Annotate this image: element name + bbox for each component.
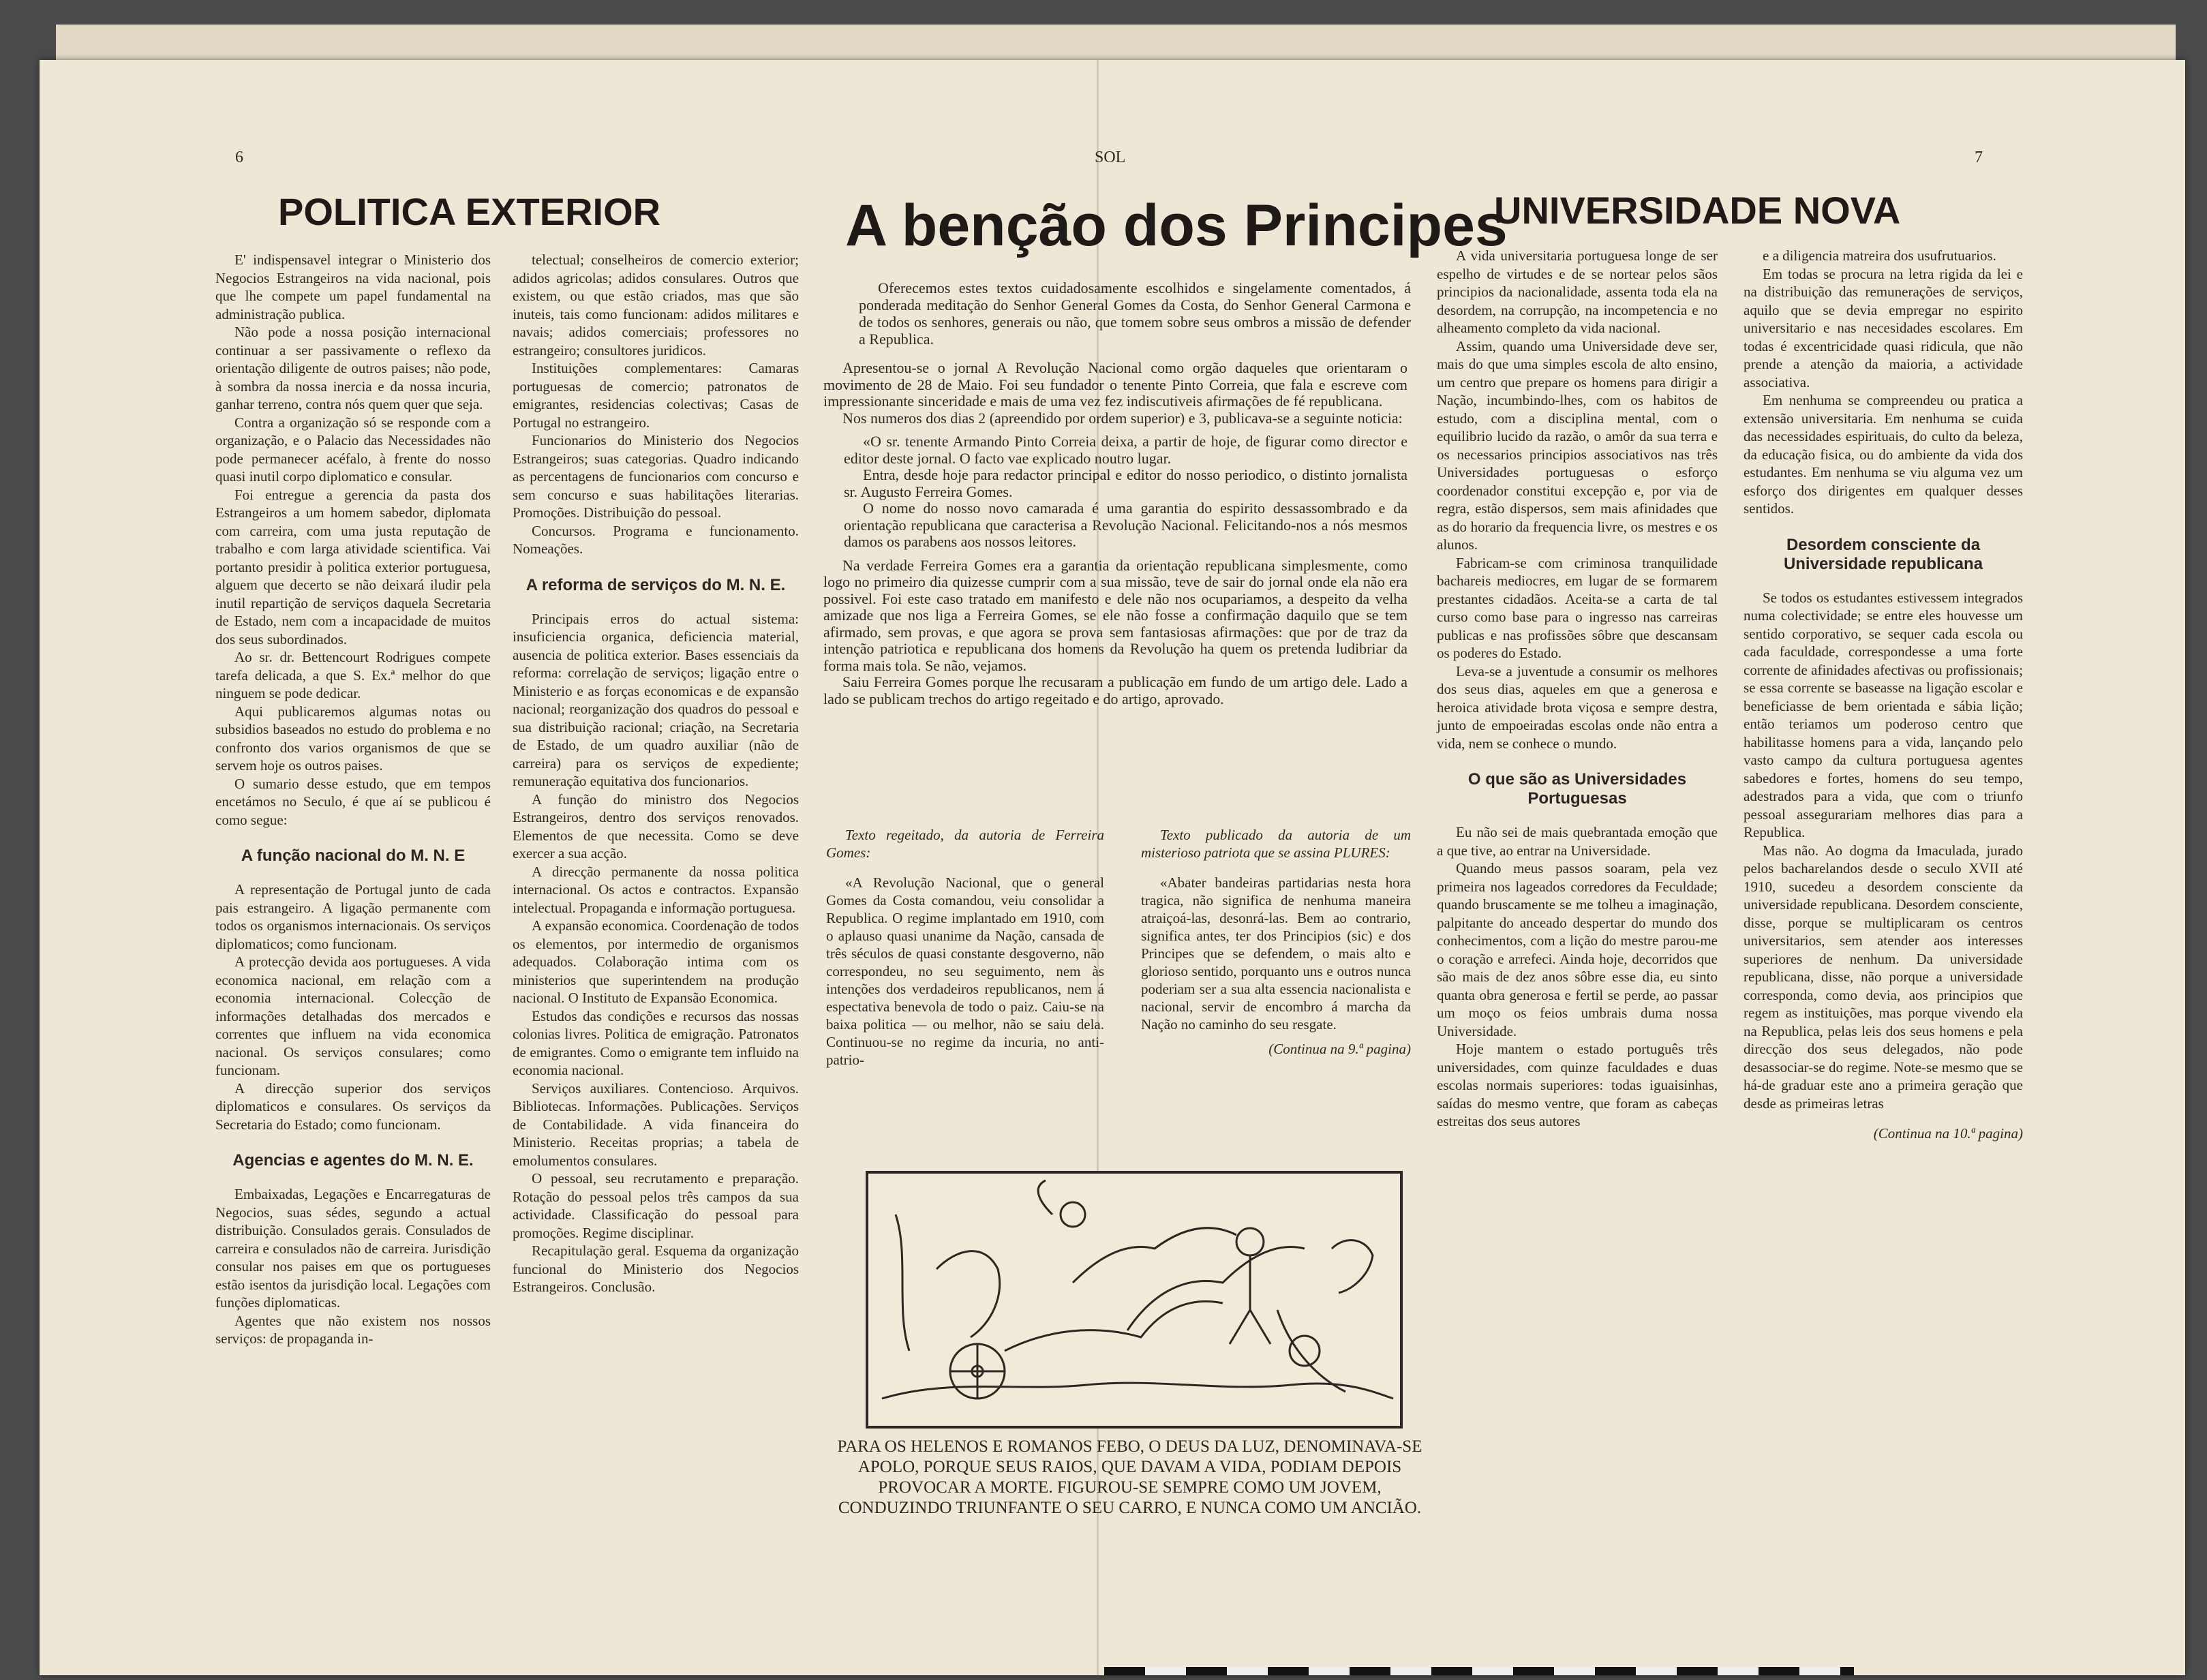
quote-paragraph: Entra, desde hoje para redactor principal e editor do nosso periodico, o distinto jornalista sr. Augusto Ferreira Gomes. <box>844 466 1407 500</box>
headline-bencao-dos-principes: A benção dos Principes <box>845 193 1508 258</box>
column-heading: Texto regeitado, da autoria de Ferreira Gomes: <box>826 827 1104 861</box>
paragraph: «Abater bandeiras partidarias nesta hora tragica, não significa de nenhuma maneira atraiçoá-las, desonrá-las. Bem ao contrario, significa antes, ter dos Principios (sic) e dos Principes que se defendem, o mais alto e glorioso sentido, porquanto uns e outros nunca poderiam ser a sua alta essencia nacionalista e nacional, servir de encombro á marcha da Nação no caminho do seu resgate. <box>1141 874 1411 1033</box>
paragraph: Não pode a nossa posição internacional continuar a ser passivamente o reflexo da orientação diligente de outros paises; não pode, à sombra da nossa inercia e da nossa incuria, ganhar terreno, contra nós quem quer que seja. <box>215 324 491 412</box>
paragraph: Eu não sei de mais quebrantada emoção que a que tive, ao entrar na Universidade. <box>1437 824 1718 859</box>
published-text-column <box>1141 826 1411 1058</box>
paragraph: A vida universitaria portuguesa longe de ser espelho de virtudes e de se nortear pelos sãos principios da nacionalidade, assenta toda ela na desordem, na corrupção, na incompetencia e no alheamento completo da vida nacional. <box>1437 247 1718 336</box>
continuation-note: (Continua na 10.ª pagina) <box>1873 1125 2023 1142</box>
apollo-chariot-engraving <box>866 1171 1403 1429</box>
engraving-illustration <box>868 1174 1400 1426</box>
center-article-body <box>823 360 1407 707</box>
center-intro <box>859 279 1411 348</box>
paragraph: Recapitulação geral. Esquema da organização funcional do Ministerio dos Negocios Estrangeiros. Conclusão. <box>513 1242 799 1295</box>
image-caption: PARA OS HELENOS E ROMANOS FEBO, O DEUS DA LUZ, DENOMINAVA-SE APOLO, PORQUE SEUS RAIOS, QUE DAVAM A VIDA, PODIAM DEPOIS PROVOCAR A MORTE. FIGUROU-SE SEMPRE COMO UM JOVEM, CONDUZINDO TRIUNFANTE O SEU CARRO, E NUNCA COMO UM ANCIÃO. <box>837 1437 1422 1517</box>
paragraph: Fabricam-se com criminosa tranquilidade bachareis mediocres, em lugar de se formarem prestantes cidadãos. Aceita-se a carta de tal curso como base para o ingresso nas carreiras publicas e nas profissões sôbre que descansam os poderes do Estado. <box>1437 554 1718 661</box>
paragraph: Saiu Ferreira Gomes porque lhe recusaram a publicação em fundo de um artigo dele. Lado a lado se publicam trechos do artigo regeitado e do artigo, aprovado. <box>823 673 1407 707</box>
paragraph: O pessoal, seu recrutamento e preparação. Rotação do pessoal pelos três campos da sua actividade. Classificação do pessoal para promoções. Regime disciplinar. <box>513 1170 799 1241</box>
paragraph: e a diligencia matreira dos usufrutuarios. <box>1763 247 1996 264</box>
paragraph: Instituições complementares: Camaras portuguesas de comercio; patronatos de emigrantes, residencias colectivas; Casas de Portugal no estrangeiro. <box>513 360 799 431</box>
quote-paragraph: O nome do nosso novo camarada é uma garantia do espirito dessassombrado e da orientação republicana que caracterisa a Revolução Nacional. Felicitando-nos a nós mesmos damos os parabens aos nossos leitores. <box>844 500 1407 550</box>
paragraph: Agentes que não existem nos nossos serviços: de propaganda in- <box>215 1312 491 1347</box>
paragraph: O sumario desse estudo, que em tempos encetámos no Seculo, é que aí se publicou é como segue: <box>215 775 491 828</box>
paragraph: Nos numeros dos dias 2 (apreendido por ordem superior) e 3, publicava-se a seguinte noticia: <box>842 409 1403 427</box>
article-column-right-1 <box>1437 247 1718 1131</box>
paragraph: Ao sr. dr. Bettencourt Rodrigues compete tarefa delicada, a que S. Ex.ª melhor do que ninguem se pode dedicar. <box>215 649 491 701</box>
paragraph: Serviços auxiliares. Contencioso. Arquivos. Bibliotecas. Informações. Publicações. Serviços de Contabilidade. A vida financeira do Ministerio. Receitas proprias; a tabela de emolumentos consulares. <box>513 1080 799 1169</box>
paragraph: «A Revolução Nacional, que o general Gomes da Costa comandou, veiu consolidar a Republica. O regime implantado em 1910, com o aplauso quasi unanime da Nação, cansada de três séculos de quasi constante desgoverno, não correspondeu, no seu seguimento, nem às intenções dos verdadeiros republicanos, nem á espectativa benevola de todo o paiz. Caiu-se na baixa politica — ou melhor, não se saiu dela. Continuou-se no regime da incuria, no anti-patrio- <box>826 874 1104 1068</box>
paragraph: Leva-se a juventude a consumir os melhores dos seus dias, aqueles em que a generosa e heroica atividade brota viçosa e sempre destra, junto de empoeiradas escolas onde não entra a vida, nem se conhece o mundo. <box>1437 662 1718 752</box>
article-column-left-1 <box>215 251 491 1348</box>
paragraph: Principais erros do actual sistema: insuficiencia organica, deficiencia material, ausencia de politica exterior. Bases essenciais da reforma: correlação de serviços; ligação entre o Ministerio e as forças economicas e de expansão nacional; reorganização dos quadros do pessoal e sua distribuição racional; criação, na Secretaria de Estado, de um quadro auxiliar (não de carreira) para os serviços de expediente; remuneração equitativa dos funcionarios. <box>513 610 799 789</box>
paragraph: A representação de Portugal junto de cada pais estrangeiro. A ligação permanente com todos os organismos internacionais. Os serviços diplomaticos; como funcionam. <box>215 881 491 952</box>
paragraph: Aqui publicaremos algumas notas ou subsidios baseados no estudo do problema e no confronto dos varios organismos de que se servem hoje os outros paises. <box>215 703 491 774</box>
paragraph: Quando meus passos soaram, pela vez primeira nos lageados corredores da Feculdade; quando bruscamente se me tolheu a imaginação, palpitante do anceado despertar do mundo dos conhecimentos, com a lição do mestre parou-me o coração e arrefeci. Ainda hoje, decorridos que são mais de dez anos sôbre esse dia, eu sinto quanta obra generosa e fertil se perde, ao passar um moço os feios umbrais duma nossa Universidade. <box>1437 860 1718 1039</box>
subheading: O que são as Universidades Portuguesas <box>1467 770 1687 808</box>
page-number-left: 6 <box>235 149 243 166</box>
paragraph: telectual; conselheiros de comercio exterior; adidos agricolas; adidos consulares. Outros que existem, ou que estão criados, mas que são inuteis, tais como funcionam: adidos militares e navais; adidos comerciais; professores no estrangeiro; consultores juridicos. <box>513 251 799 358</box>
paragraph: E' indispensavel integrar o Ministerio dos Negocios Estrangeiros na vida nacional, pois que lhe compete um papel fundamental na administração publica. <box>215 251 491 322</box>
quoted-notice <box>823 433 1407 551</box>
paragraph: Em todas se procura na letra rigida da lei e na distribuição das remunerações de serviços, aquilo que se devia empregar no espirito universitario e nas necesidades escolares. Em todas é excentricidade quasi ridicula, que não prende a atenção da maioria, a actividade associativa. <box>1744 265 2023 391</box>
intro-paragraph: Oferecemos estes textos cuidadosamente escolhidos e singelamente comentados, á ponderada meditação do Senhor General Gomes da Costa, do Senhor General Carmona e de todos os senhores, generais ou não, que tomem sobre seus ombros a missão de defender a Republica. <box>859 279 1411 348</box>
article-column-left-2 <box>513 251 799 1296</box>
paragraph: Embaixadas, Legações e Encarregaturas de Negocios, suas sédes, segundo a actual distribuição. Consulados gerais. Consulados de carreira e consulados não de carreira. Jurisdição consular nos paises em que os portugueses estão isentos da jurisdição local. Legações com funções diplomaticas. <box>215 1186 491 1311</box>
paragraph: Em nenhuma se compreendeu ou pratica a extensão universitaria. Em nenhuma se cuida das necessidades espirituais, do culto da beleza, da educação fisica, ou do ambiente da vida dos estudantes. Em nenhuma se viu alguma vez um esforço dos dirigentes em qualquer desses sentidos. <box>1744 392 2023 517</box>
article-column-right-2 <box>1744 247 2023 1143</box>
paragraph: Assim, quando uma Universidade deve ser, mais do que uma simples escola de alto ensino, um centro que prepare os homens para dirigir a Nação, incumbindo-lhes, com os habitos de estudo, com a disciplina mental, com o equilibrio lucido da razão, o amôr da sua terra e os necessarios principios associativos nas três Universidades portuguesas o esforço coordenador constitui excepção e, por via de regra, estão dispersos, sem mais afinidades que as do horario da frequencia livre, os mestres e os alunos. <box>1437 337 1718 553</box>
paragraph: Foi entregue a gerencia da pasta dos Estrangeiros a um homem sabedor, diplomata com carreira, com uma justa reputação de trabalho e com larga atividade scientifica. Vai portanto presidir à politica exterior portuguesa, alguem que decerto se não deixará iludir pela inutil repartição de serviços daquela Secretaria de Estado, nem com a incapacidade de muitos dos seus subordinados. <box>215 486 491 647</box>
paragraph: Na verdade Ferreira Gomes era a garantia da orientação republicana simplesmente, como logo no primeiro dia quizesse cumprir com a sua missão, teve de sair do jornal onde ela não era possivel. Foi este caso tratado em manifesto e dele não nos ocupariamos, a despeito da velha amizade que nos liga a Ferreira Gomes, se ele não fosse a confirmação daquilo que se tem afirmado, sem provas, e que agora se prova sem fantasiosas afirmações: que por de traz da intenção patriotica e republicana dos homens da Revolução ha quem os pretenda ludibriar da forma mais tola. Se não, vejamos. <box>823 556 1407 674</box>
paragraph: Hoje mantem o estado português três universidades, com quinze faculdades e duas escolas normais superiores: todas iguaisinhas, saídas do mesmo ventre, que foram as cabeças estreitas dos seus autores <box>1437 1041 1718 1129</box>
paragraph: A expansão economica. Coordenação de todos os elementos, por intermedio de organismos adequados. Colaboração intima com os ministerios que superintendem na produção nacional. O Instituto de Expansão Economica. <box>513 917 799 1006</box>
paragraph: Se todos os estudantes estivessem integrados numa colectividade; se entre eles houvesse um sentido corporativo, se sequer cada escola ou cada faculdade, correspondesse a uma forte corrente de afinidades afectivas ou profissionais; se essa corrente se baseasse na ligação escolar e beneficiasse de bem orientada e sábia lição; então teriamos um poderoso centro que habilitasse homens para a vida, lançando pelo vasto campo da cultura portuguesa agentes sabedores e fortes, homens do seu tempo, adestrados para a vida, que com o triunfo pessoal assegurariam melhores dias para a Republica. <box>1744 589 2023 840</box>
headline-politica-exterior: POLITICA EXTERIOR <box>278 190 661 233</box>
page-number-right: 7 <box>1975 149 1983 166</box>
rejected-text-column <box>826 826 1104 1069</box>
paragraph: Concursos. Programa e funcionamento. Nomeações. <box>513 522 799 557</box>
paragraph: Funcionarios do Ministerio dos Negocios Estrangeiros; suas categorias. Quadro indicando as percentagens de funcionarios com concurso e sem concurso e suas habilitações literarias. Promoções. Distribuição do pessoal. <box>513 432 799 521</box>
subheading: Desordem consciente da Universidade republicana <box>1783 535 1983 573</box>
paragraph: A direcção superior dos serviços diplomaticos e consulares. Os serviços da Secretaria do Estado; como funcionam. <box>215 1080 491 1133</box>
paragraph: Contra a organização só se responde com a organização, e o Palacio das Necessidades não pode permanecer acéfalo, à frente do nosso quasi inutil corpo diplomatico e consular. <box>215 414 491 485</box>
paragraph: A protecção devida aos portugueses. A vida economica nacional, em relação com a economia internacional. Colecção de informações detalhadas dos mercados e correntes que influem na vida economica nacional. Os serviços consulares; como funcionam. <box>215 953 491 1078</box>
masthead-name: SOL <box>1095 149 1126 166</box>
paragraph: Apresentou-se o jornal A Revolução Nacional como orgão daqueles que orientaram o movimento de 28 de Maio. Foi seu fundador o tenente Pinto Correia, que fala e escreve com impressionante sinceridade e mais de uma vez fez indiscutiveis afirmações de fé republicana. <box>823 359 1407 410</box>
paragraph: Mas não. Ao dogma da Imaculada, jurado pelos bacharelandos desde o seculo XVII até 1910, sucedeu a desordem consciente da universidade republicana. Desordem consciente, disse, porque se multiplicaram os centros universitarios, sem atender aos interesses superiores de nenhum. Da universidade republicana, disse, não porque a universidade corresponda, como devia, aos principios que regem as instituições, mas porque vivendo ela na Republica, pelas leis dos seus homens e pela direcção dos seus delegados, não pode desassociar-se do regime. Note-se mesmo que se há-de graduar este ano a primeira geração que desde as primeiras letras <box>1744 842 2023 1112</box>
color-scale-bar <box>1104 1667 1854 1675</box>
column-heading: Texto publicado da autoria de um misterioso patriota que se assina PLURES: <box>1141 827 1411 861</box>
headline-universidade-nova: UNIVERSIDADE NOVA <box>1494 189 1901 232</box>
subheading: Agencias e agentes do M. N. E. <box>232 1151 474 1170</box>
subheading: A função nacional do M. N. E <box>241 846 466 865</box>
subheading: A reforma de serviços do M. N. E. <box>526 575 786 594</box>
paragraph: A função do ministro dos Negocios Estrangeiros, dentro dos serviços renovados. Elementos de que necessita. Como se deve exercer a sua acção. <box>513 791 799 861</box>
paragraph: Estudos das condições e recursos das nossas colonias livres. Politica de emigração. Patronatos de emigrantes. Como o emigrante tem influido na economia nacional. <box>513 1007 799 1078</box>
continuation-note: (Continua na 9.ª pagina) <box>1268 1041 1411 1057</box>
paragraph: A direcção permanente da nossa politica internacional. Os actos e contractos. Expansão intelectual. Propaganda e informação portuguesa. <box>513 863 799 916</box>
quote-paragraph: «O sr. tenente Armando Pinto Correia deixa, a partir de hoje, de figurar como director e editor deste jornal. O facto vae explicado noutro lugar. <box>844 433 1407 467</box>
